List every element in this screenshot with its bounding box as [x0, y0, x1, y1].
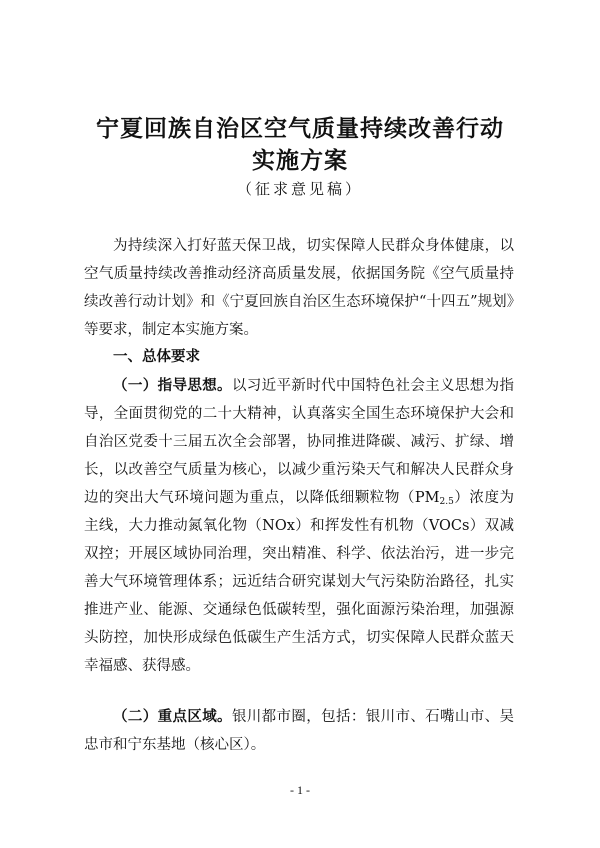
document-title-line2: 实施方案	[252, 147, 348, 174]
page-number: - 1 -	[290, 783, 310, 797]
key-regions-paragraph	[84, 703, 514, 759]
paragraph-text: 银川都市圈，包括：银川市、石嘴山市、吴忠市和宁东基地（核心区）。	[84, 709, 515, 753]
guiding-ideology-paragraph	[84, 372, 514, 680]
section-heading: 一、总体要求	[113, 349, 200, 365]
paragraph-text-continued: ）浓度为主线，大力推动氮氧化物（NOx）和挥发性有机物（VOCs）双减双控；开展区域协同治理，突出精准、科学、依法治污，进一步完善大气环境管理体系；远近结合研究谋划大气污染防治路径，扎实推进产业、能源、交通绿色低碳转型，强化面源污染治理，加强源头防控，加快形成绿色低碳生产生活方式，切实保障人民群众蓝天幸福感、获得感。	[84, 490, 515, 674]
paragraph-text: 以习近平新时代中国特色社会主义思想为指导，全面贯彻党的二十大精神，认真落实全国生态环境保护大会和自治区党委十三届五次全会部署，协同推进降碳、减污、扩绿、增长，以改善空气质量为核心，以减少重污染天气和解决人民群众身边的突出大气环境问题为重点，以降低细颗粒物（PM	[84, 378, 515, 506]
intro-paragraph: 为持续深入打好蓝天保卫战，切实保障人民群众身体健康，以空气质量持续改善推动经济高质量发展，依据国务院《空气质量持续改善行动计划》和《宁夏回族自治区生态环境保护“十四五”规划》等要求，制定本实施方案。	[84, 238, 514, 338]
paragraph-lead: （二）重点区域。	[113, 709, 232, 725]
document-subtitle: （征求意见稿）	[236, 180, 363, 198]
document-title-line1: 宁夏回族自治区空气质量持续改善行动	[96, 115, 504, 142]
pm-subscript: 2.5	[439, 497, 454, 507]
paragraph-lead: （一）指导思想。	[113, 378, 232, 394]
